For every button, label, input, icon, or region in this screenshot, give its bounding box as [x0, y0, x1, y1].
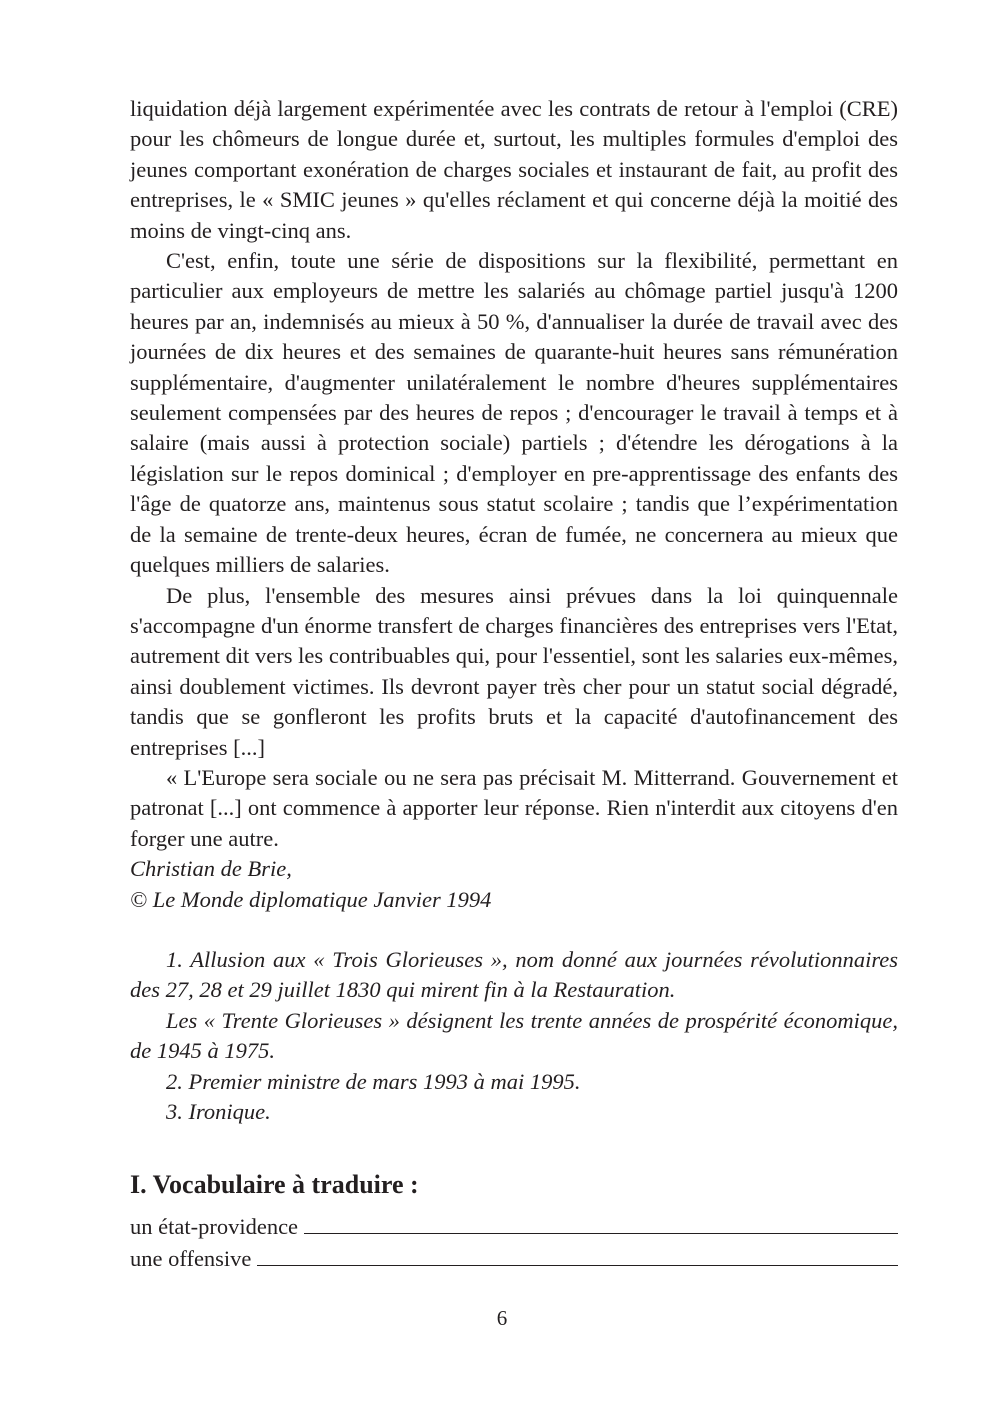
page-number: 6: [496, 1306, 508, 1330]
signature-author: Christian de Brie,: [130, 856, 292, 882]
paragraph-2: C'est, enfin, toute une série de dispositions sur la flexibilité, permettant en particulier aux employeurs de mettre les salariés au chômage partiel jusqu'à 1200 heures par an, indemnisés au mieux à 50 %, d'annualiser la durée de travail avec des journées de dix heures et des semaines de quarante-huit heures sans rémunération supplémentaire, d'augmenter unilatéralement le nombre d'heures supplémentaires seulement compensées par des heures de repos ; d'encourager le travail à temps et à salaire (mais aussi à protection sociale) partiels ; d'étendre les dérogations à la législation sur le repos dominical ; d'employer en pre-apprentissage des enfants des l'âge de quatorze ans, maintenus sous statut scolaire ; tandis que l’expérimentation de la semaine de trente-deux heures, écran de fumée, ne concernera au mieux que quelques milliers de salaries.: [130, 248, 898, 578]
paragraph-1: liquidation déjà largement expérimentée avec les contrats de retour à l'emploi (CRE) pour les chômeurs de longue durée et, surtout, les multiples formules d'emploi des jeunes comportant exonération de charges sociales et instaurant de fait, au profit des entreprises, le « SMIC jeunes » qu'elles réclament et qui concerne déjà la moitié des moins de vingt-cinq ans.: [130, 96, 898, 243]
answer-blank-line[interactable]: [257, 1243, 898, 1266]
signature-block: [130, 854, 898, 915]
document-page: [130, 94, 898, 1274]
vocab-term: une offensive: [130, 1245, 252, 1271]
footnote-1: 1. Allusion aux « Trois Glorieuses », nom donné aux journées révolutionnaires des 27, 28 et 29 juillet 1830 qui mirent fin à la Restauration.: [130, 946, 898, 1003]
signature-source: © Le Monde diplomatique Janvier 1994: [130, 886, 492, 912]
paragraph-4: « L'Europe sera sociale ou ne sera pas précisait M. Mitterrand. Gouvernement et patronat [...] ont commence à apporter leur réponse. Rien n'interdit aux citoyens d'en forger une autre.: [130, 764, 898, 851]
section-heading-vocabulary: I. Vocabulaire à traduire :: [130, 1170, 419, 1200]
vocab-item: [130, 1211, 898, 1242]
vocab-term: un état-providence: [130, 1214, 299, 1240]
vocab-item: [130, 1243, 898, 1274]
answer-blank-line[interactable]: [304, 1211, 898, 1234]
footnote-1-continued: Les « Trente Glorieuses » désignent les trente années de prospérité économique, de 1945 à 1975.: [130, 1007, 898, 1064]
footnote-3: 3. Ironique.: [166, 1099, 271, 1124]
footnote-2: 2. Premier ministre de mars 1993 à mai 1995.: [166, 1068, 581, 1094]
footnotes: [130, 945, 898, 1127]
paragraph-3: De plus, l'ensemble des mesures ainsi prévues dans la loi quinquennale s'accompagne d'un énorme transfert de charges financières des entreprises vers l'Etat, autrement dit vers les contribuables qui, pour l'essentiel, sont les salaries eux-mêmes, ainsi doublement victimes. Ils devront payer très cher pour un statut social dégradé, tandis que se gonfleront les profits bruts et la capacité d'autofinancement des entreprises [...]: [130, 582, 898, 760]
